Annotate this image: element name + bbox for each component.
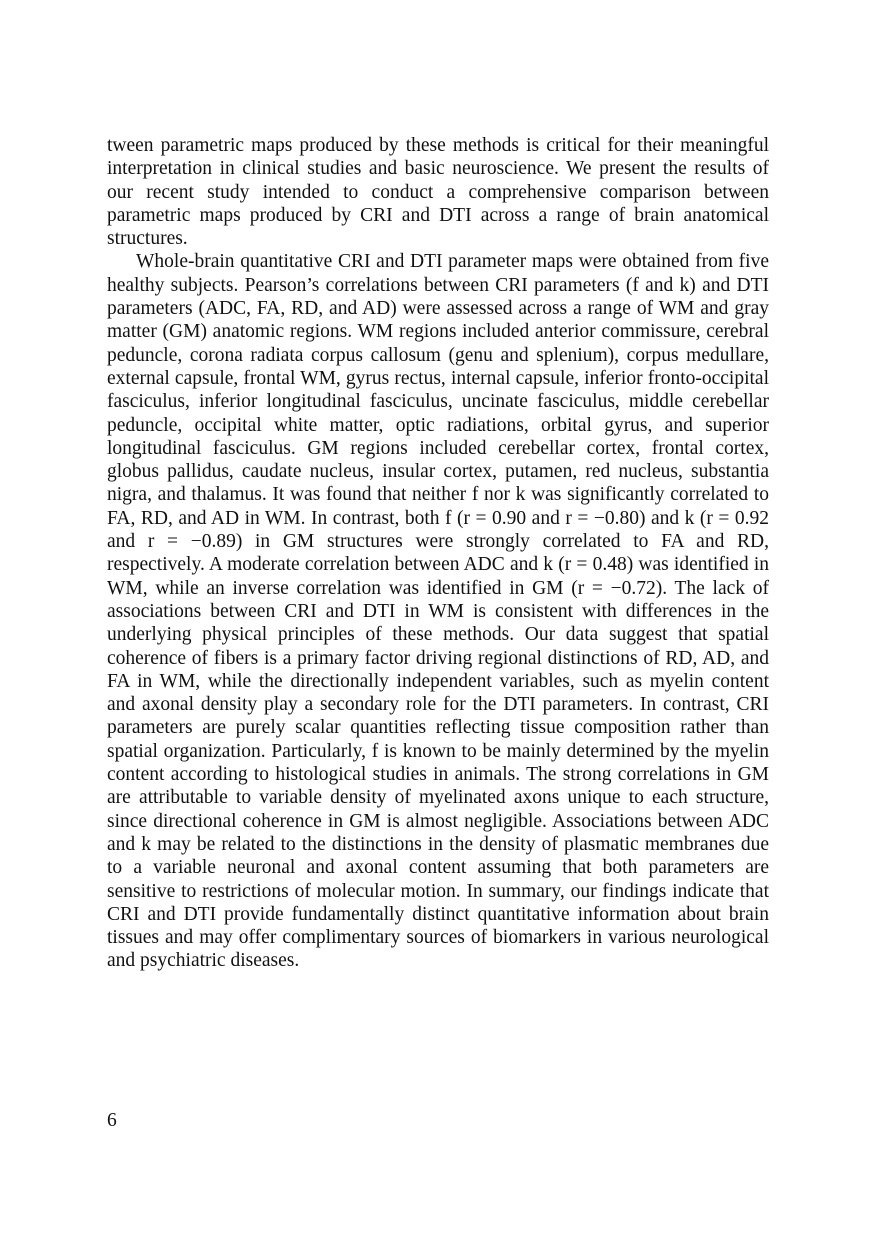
paragraph-results: Whole-brain quantitative CRI and DTI parameter maps were obtained from five healthy subjects. Pearson’s correlations between CRI parameters (f and k) and DTI parameters (ADC, FA, RD, and AD) were assessed across a range of WM and gray matter (GM) anatomic regions. WM regions included anterior commissure, cerebral peduncle, corona radiata corpus callosum (genu and splenium), corpus medullare, external capsule, frontal WM, gyrus rectus, internal capsule, inferior fronto-occipital fasciculus, inferior longitudinal fasciculus, uncinate fasciculus, middle cerebellar peduncle, occipital white matter, optic radiations, orbital gyrus, and superior longitudinal fasciculus. GM regions included cerebellar cortex, frontal cortex, globus pallidus, caudate nucleus, insular cortex, putamen, red nucleus, substantia nigra, and thalamus. It was found that neither f nor k was significantly correlated to FA, RD, and AD in WM. In contrast, both f (r = 0.90 and r = −0.80) and k (r = 0.92 and r = −0.89) in GM structures were strongly correlated to FA and RD, respectively. A moderate correlation between ADC and k (r = 0.48) was identified in WM, while an inverse correlation was identified in GM (r = −0.72). The lack of associations between CRI and DTI in WM is consistent with differences in the underlying physical principles of these methods. Our data suggest that spatial coherence of fibers is a primary factor driving regional distinctions of RD, AD, and FA in WM, while the directionally independent variables, such as myelin content and axonal density play a secondary role for the DTI parameters. In contrast, CRI parameters are purely scalar quantities reflecting tissue composition rather than spatial organization. Particularly, f is known to be mainly determined by the myelin content according to histological studies in animals. The strong correlations in GM are attributable to variable density of myelinated axons unique to each structure, since directional coherence in GM is almost negligible. Associations between ADC and k may be related to the distinctions in the density of plasmatic membranes due to a variable neuronal and axonal content assuming that both parameters are sensitive to restrictions of molecular motion. In summary, our findings indicate that CRI and DTI provide fundamentally distinct quantitative information about brain tissues and may offer complimentary sources of biomarkers in various neurological and psychiatric diseases. [107,251,769,972]
paragraph-continuation: tween parametric maps produced by these methods is critical for their meaningful interpretation in clinical studies and basic neuroscience. We present the results of our recent study intended to conduct a comprehensive comparison between parametric maps produced by CRI and DTI across a range of brain anatomical structures. [107,135,769,250]
body-text [107,134,769,973]
page-number: 6 [107,1110,117,1131]
